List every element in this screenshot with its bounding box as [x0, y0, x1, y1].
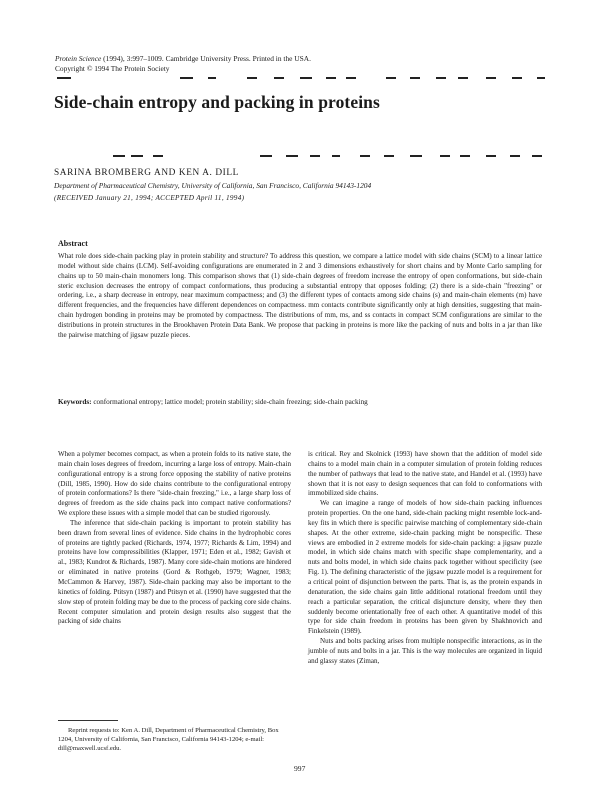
title-dashed-rule	[0, 155, 600, 157]
keywords-text: conformational entropy; lattice model; protein stability; side-chain freezing; side-chain packing	[93, 398, 368, 406]
article-authors: SARINA BROMBERG AND KEN A. DILL	[54, 168, 239, 178]
journal-citation: (1994), 3:997–1009. Cambridge University Press. Printed in the USA.	[103, 54, 311, 63]
header-dashed-rule	[0, 77, 600, 79]
journal-copyright: Copyright © 1994 The Protein Society	[55, 63, 170, 73]
body-paragraph: is critical. Rey and Skolnick (1993) have shown that the addition of model side chains to a model main chain in a computer simulation of protein folding reduces the number of pathways that lead to the native state, and Handel et al. (1993) have shown that it is not easy to design sequences that can fold to conformations with immobilized side chains.	[308, 450, 542, 498]
keywords-label: Keywords:	[58, 398, 92, 406]
article-title: Side-chain entropy and packing in proteins	[54, 92, 380, 112]
footnote-text: Reprint requests to: Ken A. Dill, Department of Pharmaceutical Chemistry, Box 1204, University of California, San Francisco, California 94143-1204; e-mail: dill@maxwell.ucsf.edu.	[58, 727, 279, 752]
page-number: 997	[294, 764, 306, 773]
body-paragraph: When a polymer becomes compact, as when a protein folds to its native state, the main chain loses degrees of freedom, incurring a large loss of entropy. Main-chain configurational entropy is a strong force opposing the stability of native proteins (Dill, 1985, 1990). How do side chains contribute to the configurational entropy of protein conformations? Is there "side-chain freezing," i.e., a large sharp loss of degrees of freedom as the side chains pack into compact native conformations? We explore these issues with a simple model that can be studied rigorously.	[58, 450, 291, 518]
footnote	[58, 727, 291, 753]
body-paragraph: The inference that side-chain packing is important to protein stability has been drawn from several lines of evidence. Side chains in the hydrophobic cores of proteins are tightly packed (Richards, 1974, 1977; Richards & Lim, 1994) and proteins have low compressibilities (Klapper, 1971; Eden et al., 1982; Gavish et al., 1983; Kundrot & Richards, 1987). Many core side-chain motions are hindered or eliminated in native proteins (Gord & Rothgeb, 1979; Wagner, 1983; McCammon & Harvey, 1987). Side-chain packing may also be important to the kinetics of folding. Ptitsyn (1987) and Ptitsyn et al. (1990) have suggested that the slow step of protein folding may be due to the process of packing core side chains. Recent computer simulation and protein design results also suggest that the packing of side chains	[58, 518, 291, 626]
article-received-dates: (RECEIVED January 21, 1994; ACCEPTED April 11, 1994)	[54, 194, 245, 202]
body-right-column	[308, 450, 542, 667]
keywords	[58, 398, 542, 406]
abstract-heading: Abstract	[58, 239, 88, 248]
journal-citation-line	[55, 54, 415, 64]
body-paragraph: We can imagine a range of models of how side-chain packing influences protein properties. On the one hand, side-chain packing might resemble lock-and-key fits in which there is specific pairwise matching of complementary side-chain shapes. At the other extreme, side-chain packing might be nonspecific. These views are embodied in 2 extreme models for side-chain packing: a jigsaw puzzle model, in which side chains match with specific shape complementarity, and a nuts and bolts model, in which side chains pack together without specificity (see Fig. 1). The defining characteristic of the jigsaw puzzle model is a requirement for a critical point of disjunction between the parts. That is, as the protein expands in denaturation, the side chains gain little additional rotational freedom until they reach a particular separation, the critical disjuncture density, where they then suddenly become orientationally free of each other. A quantitative model of this type for side chain freedom in proteins has been given by Shakhnovich and Finkelstein (1989).	[308, 499, 542, 636]
journal-name: Protein Science	[55, 54, 102, 63]
article-affiliation: Department of Pharmaceutical Chemistry, University of California, San Francisco, California 94143-1204	[54, 181, 372, 190]
journal-header	[55, 54, 415, 73]
body-left-column	[58, 450, 291, 627]
footnote-rule	[58, 720, 118, 721]
abstract-text: What role does side-chain packing play in protein stability and structure? To address this question, we compare a lattice model with side chains (SCM) to a linear lattice model without side chains (LCM). Self-avoiding configurations are enumerated in 2 and 3 dimensions exhaustively for short chains and by Monte Carlo sampling for chains up to 50 main-chain monomers long. This comparison shows that (1) side-chain degrees of freedom increase the entropy of open conformations, but side-chain steric exclusion decreases the entropy of compact conformations, thus producing a substantial entropy that opposes folding; (2) there is a side-chain "freezing" or ordering, i.e., a sharp decrease in entropy, near maximum compactness; and (3) the different types of contacts among side chains (s) and main-chain elements (m) have different frequencies, and the frequencies have different dependences on compactness. mm contacts contribute significantly only at high densities, suggesting that main-chain hydrogen bonding in proteins may be promoted by compactness. The distributions of mm, ms, and ss contacts in compact SCM configurations are similar to the distributions in protein structures in the Brookhaven Protein Data Bank. We propose that packing in proteins is more like the packing of nuts and bolts in a jar than like the pairwise matching of jigsaw puzzle pieces.	[58, 252, 542, 339]
body-paragraph: Nuts and bolts packing arises from multiple nonspecific interactions, as in the jumble of nuts and bolts in a jar. This is the way molecules are organized in liquid and glassy states (Ziman,	[308, 637, 542, 665]
